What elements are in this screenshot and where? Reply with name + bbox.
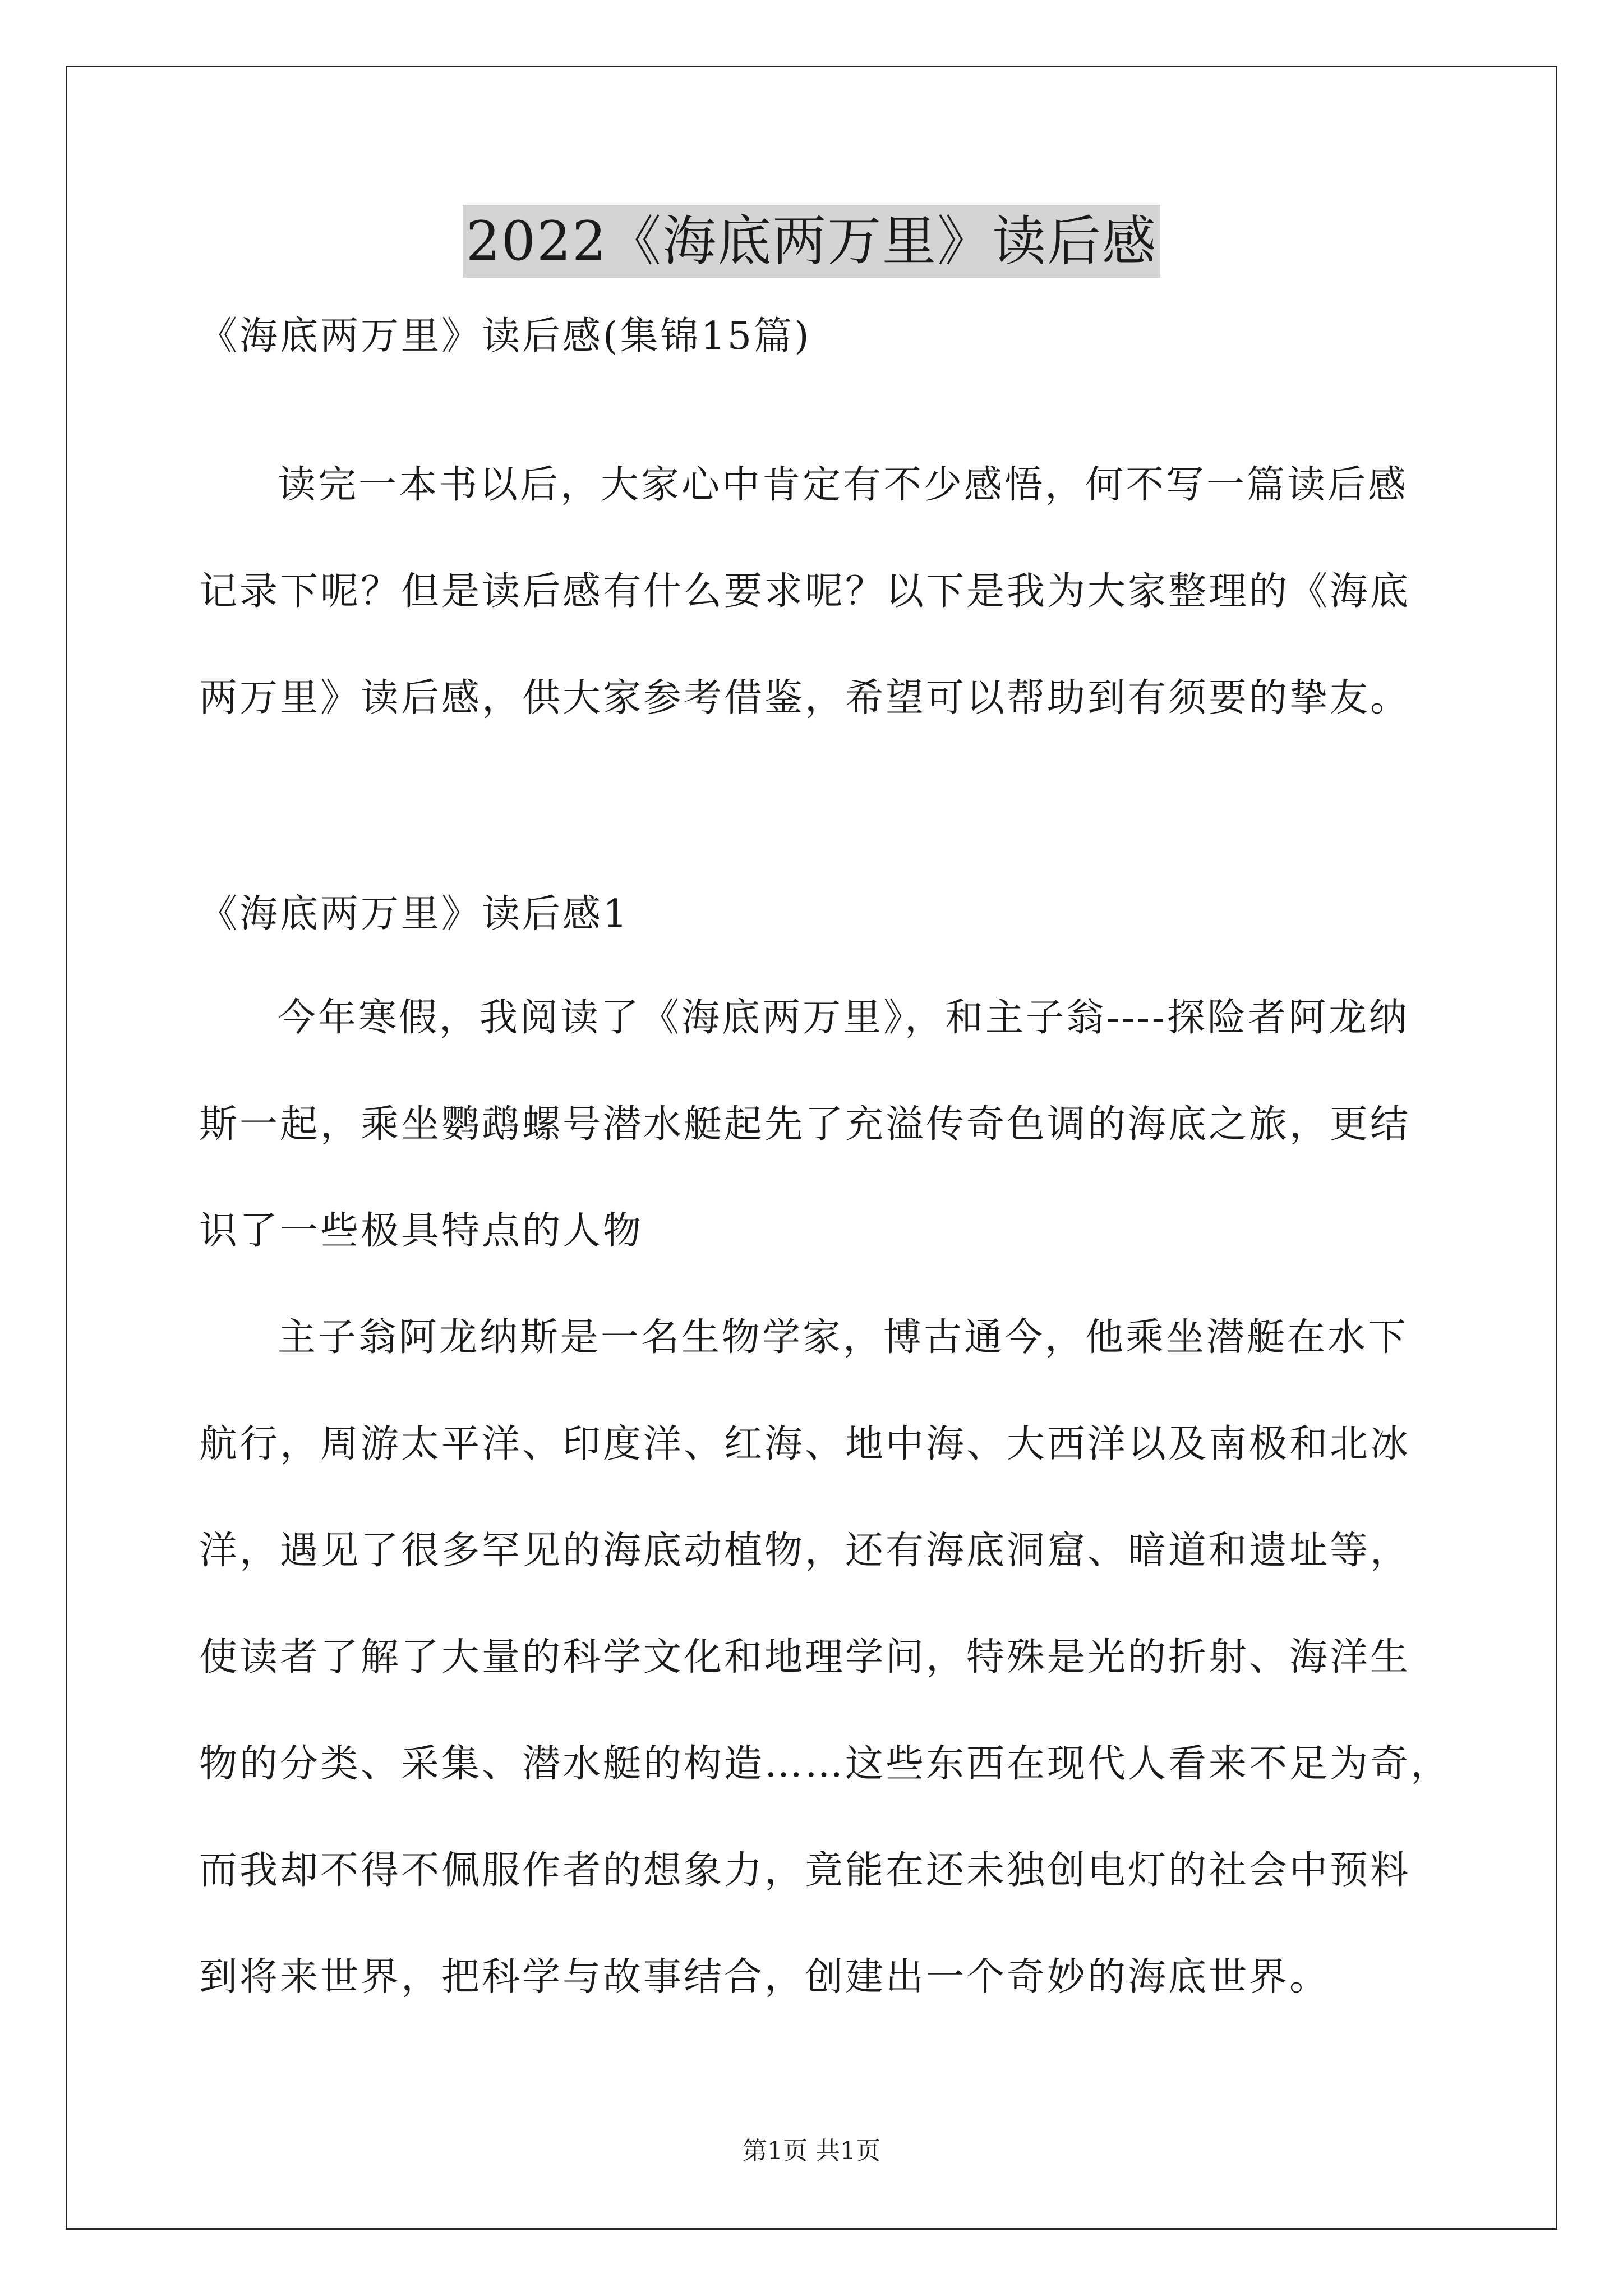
para2-line-3: 洋，遇见了很多罕见的海底动植物，还有海底洞窟、暗道和遗址等， (199, 1529, 1411, 1573)
para1-line-2: 斯一起，乘坐鹦鹉螺号潜水艇起先了充溢传奇色调的海底之旅，更结 (199, 1102, 1411, 1147)
para2-line-4: 使读者了解了大量的科学文化和地理学问，特殊是光的折射、海洋生 (199, 1635, 1411, 1680)
intro-line-3: 两万里》读后感，供大家参考借鉴，希望可以帮助到有须要的挚友。 (199, 676, 1411, 720)
intro-line-2: 记录下呢？但是读后感有什么要求呢？以下是我为大家整理的《海底 (199, 569, 1411, 614)
para2-line-6: 而我却不得不佩服作者的想象力，竟能在还未独创电灯的社会中预料 (199, 1848, 1411, 1893)
title-container (0, 205, 1623, 278)
document-title: 2022《海底两万里》读后感 (463, 205, 1160, 278)
para1-line-1: 今年寒假，我阅读了《海底两万里》，和主子翁----探险者阿龙纳 (278, 996, 1409, 1040)
para1-line-3: 识了一些极具特点的人物 (199, 1209, 644, 1253)
page-footer: 第1页 共1页 (743, 2137, 880, 2165)
para2-line-7: 到将来世界，把科学与故事结合，创建出一个奇妙的海底世界。 (199, 1955, 1330, 1999)
para2-line-5: 物的分类、采集、潜水艇的构造……这些东西在现代人看来不足为奇， (199, 1742, 1451, 1786)
document-subtitle: 《海底两万里》读后感(集锦15篇) (199, 314, 811, 358)
intro-line-1: 读完一本书以后，大家心中肯定有不少感悟，何不写一篇读后感 (278, 463, 1409, 507)
section-heading: 《海底两万里》读后感1 (199, 892, 630, 936)
para2-line-2: 航行，周游太平洋、印度洋、红海、地中海、大西洋以及南极和北冰 (199, 1422, 1411, 1466)
para2-line-1: 主子翁阿龙纳斯是一名生物学家，博古通今，他乘坐潜艇在水下 (278, 1315, 1409, 1360)
